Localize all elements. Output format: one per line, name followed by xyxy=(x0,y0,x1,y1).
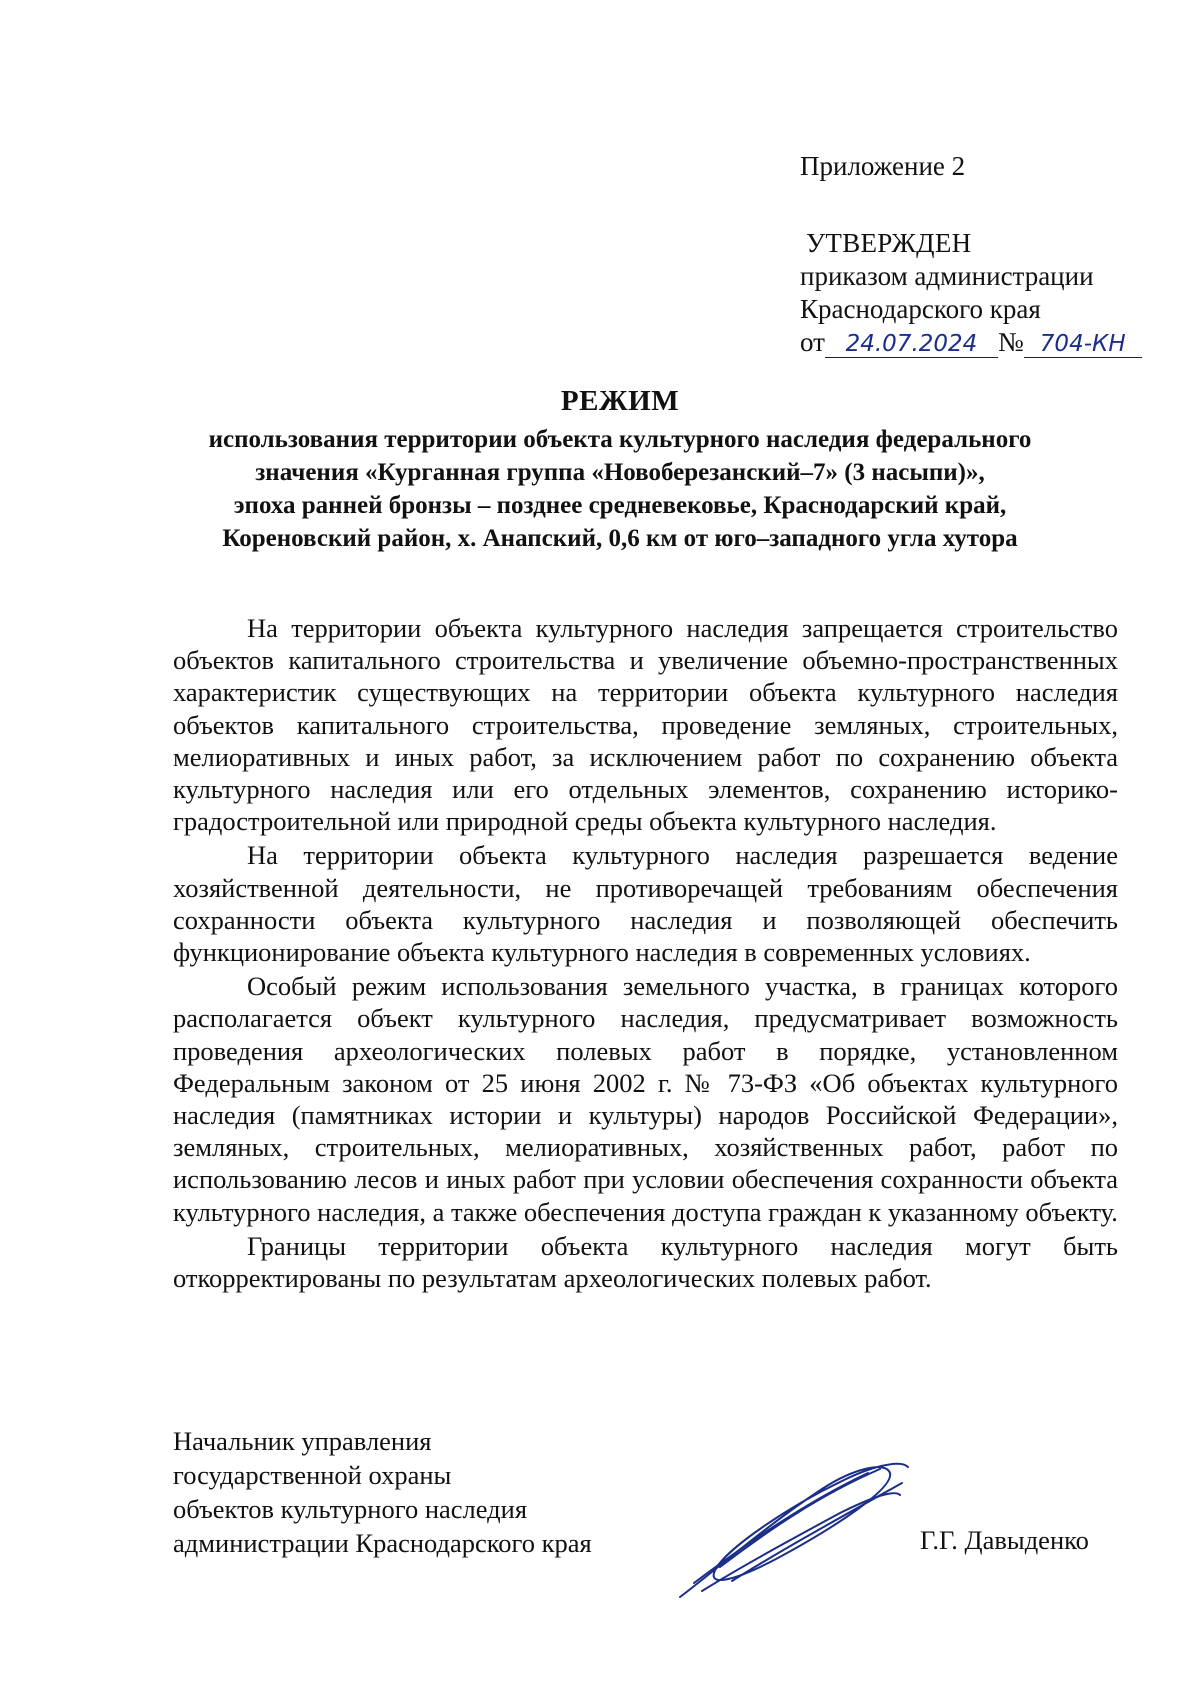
number-label: № xyxy=(997,327,1024,357)
approval-line-2: Краснодарского края xyxy=(800,294,1041,324)
paragraph-2: На территории объекта культурного наследия разрешается ведение хозяйственной деятельности, не противоречащей требованиям обеспечения сохранности объекта культурного наследия и позволяющей обеспечить функционирование объекта культурного наследия в современных условиях. xyxy=(173,840,1118,968)
signer-name: Г.Г. Давыденко xyxy=(920,1525,1089,1555)
signer-position-line-3: объектов культурного наследия xyxy=(173,1494,528,1524)
approval-line-1: приказом администрации xyxy=(800,261,1094,291)
heading-line-2: значения «Курганная группа «Новоберезанский–7» (3 насыпи)», xyxy=(255,459,985,486)
order-row xyxy=(800,326,1130,359)
signer-position-line-1: Начальник управления xyxy=(173,1426,432,1456)
order-date: 24.07.2024 xyxy=(825,331,998,358)
approval-block xyxy=(800,150,1130,359)
annex-label: Приложение 2 xyxy=(800,151,966,181)
document-heading xyxy=(120,383,1120,555)
from-label: от xyxy=(800,327,825,357)
document-body xyxy=(173,612,1118,1294)
heading-line-1: использования территории объекта культурного наследия федерального xyxy=(208,426,1032,453)
order-number: 704-КН xyxy=(1024,331,1142,358)
paragraph-4: Границы территории объекта культурного наследия могут быть откорректированы по результатам археологических полевых работ. xyxy=(173,1230,1118,1294)
document-title: РЕЖИМ xyxy=(560,385,680,417)
heading-line-4: Кореновский район, х. Анапский, 0,6 км от юго–западного угла хутора xyxy=(222,525,1018,552)
signer-position-line-2: государственной охраны xyxy=(173,1460,452,1490)
signer-position xyxy=(173,1424,592,1560)
paragraph-3: Особый режим использования земельного участка, в границах которого располагается объект культурного наследия, предусматривает возможность проведения археологических полевых работ в порядке, установленном Федеральным законом от 25 июня 2002 г. № 73-ФЗ «Об объектах культурного наследия (памятниках истории и культуры) народов Российской Федерации», земляных, строительных, мелиоративных, хозяйственных работ, работ по использованию лесов и иных работ при условии обеспечения сохранности объекта культурного наследия, а также обеспечения доступа граждан к указанному объекту. xyxy=(173,971,1118,1227)
paragraph-1: На территории объекта культурного наследия запрещается строительство объектов капитального строительства и увеличение объемно-пространственных характеристик существующих на территории объекта культурного наследия объектов капитального строительства, проведение земляных, строительных, мелиоративных и иных работ, за исключением работ по сохранению объекта культурного наследия или его отдельных элементов, сохранению историко-градостроительной или природной среды объекта культурного наследия. xyxy=(173,613,1118,837)
handwritten-signature-icon xyxy=(672,1455,917,1605)
signer-position-line-4: администрации Краснодарского края xyxy=(173,1528,592,1558)
heading-line-3: эпоха ранней бронзы – позднее средневековье, Краснодарский край, xyxy=(233,492,1007,519)
approved-label: УТВЕРЖДЕН xyxy=(806,228,972,258)
